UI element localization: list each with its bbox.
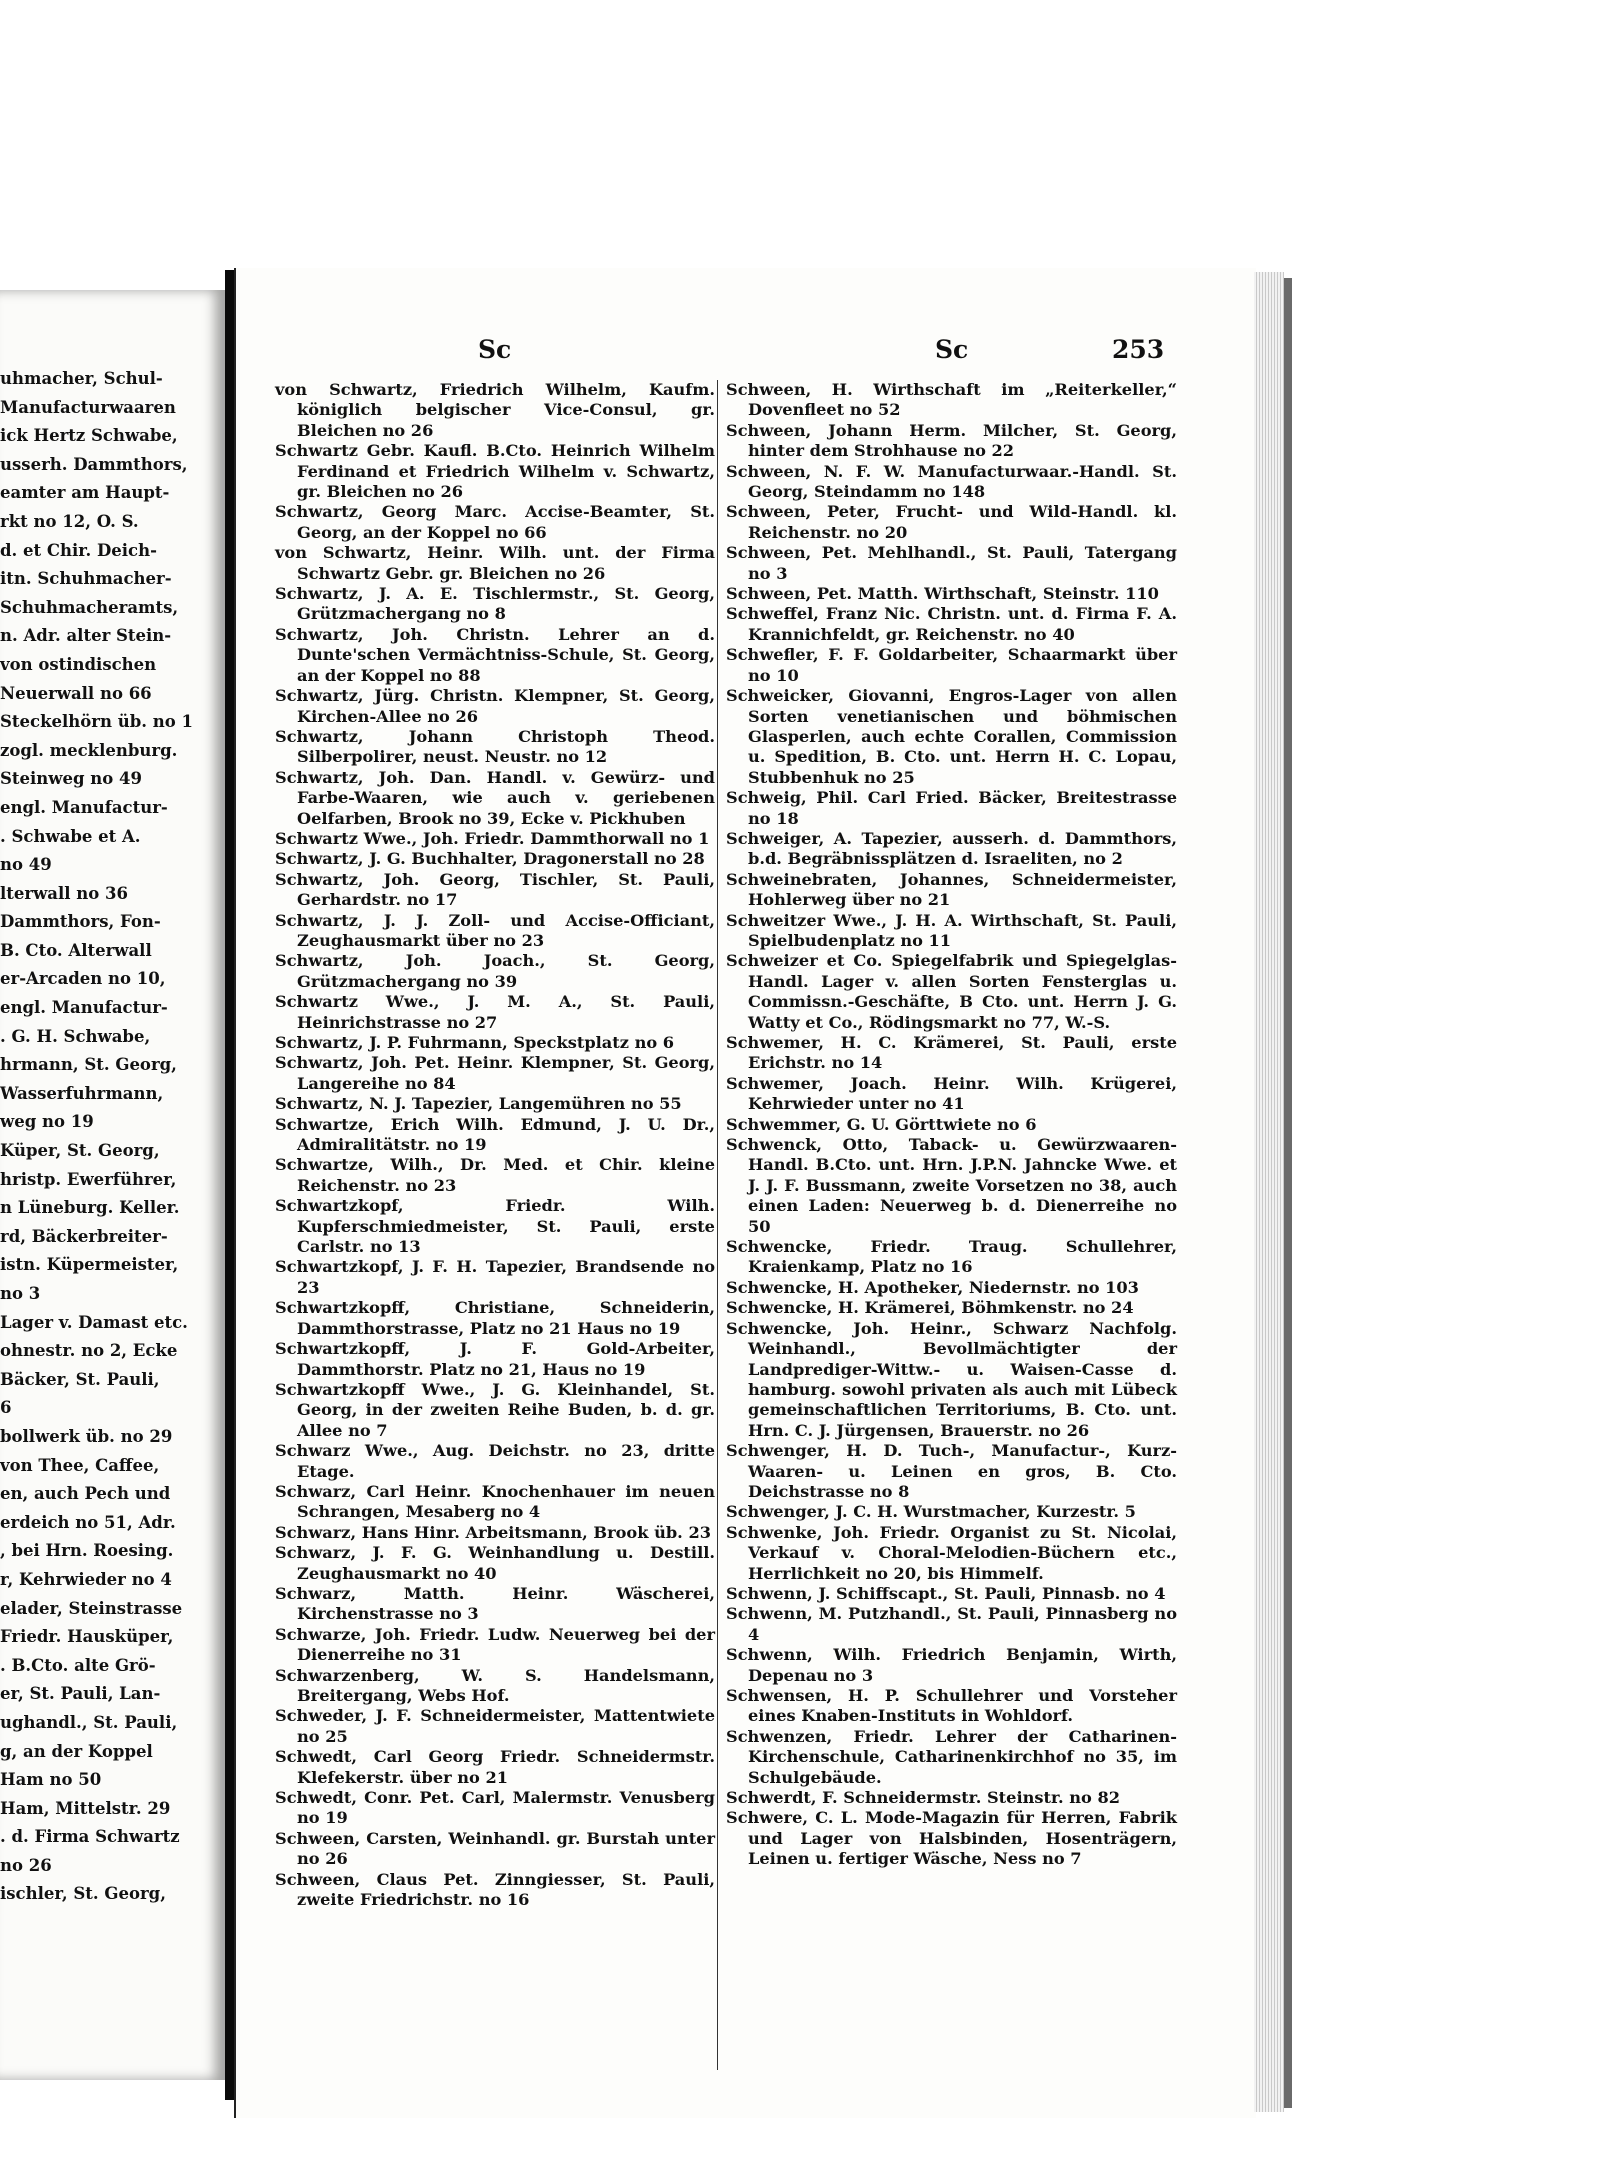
page-edges	[1254, 272, 1284, 2112]
directory-entry: Schwartz, Joh. Pet. Heinr. Klempner, St. Georg, Langereihe no 84	[275, 1053, 715, 1093]
facing-page-line: lterwall no 36	[0, 883, 128, 903]
page-number: 253	[1112, 335, 1165, 364]
directory-entry: Schwartz, Joh. Dan. Handl. v. Gewürz- und Farbe-Waaren, wie auch v. geriebenen Oelfarben, Brook no 39, Ecke v. Pickhuben	[275, 767, 715, 828]
directory-entry: Schween, H. Wirthschaft im „Reiterkeller,“ Dovenfleet no 52	[726, 380, 1177, 420]
facing-page-line: 6	[0, 1398, 12, 1418]
directory-entry: Schwedt, Conr. Pet. Carl, Malermstr. Venusberg no 19	[275, 1788, 715, 1828]
directory-entry: Schweig, Phil. Carl Fried. Bäcker, Breitestrasse no 18	[726, 788, 1177, 828]
facing-page-line: Steckelhörn üb. no 1	[0, 712, 193, 732]
running-head-right: Sc	[935, 335, 969, 364]
directory-entry: Schwenn, M. Putzhandl., St. Pauli, Pinnasberg no 4	[726, 1604, 1177, 1644]
directory-entry: Schweinebraten, Johannes, Schneidermeister, Hohlerweg über no 21	[726, 869, 1177, 910]
facing-page-line: ughandl., St. Pauli,	[0, 1712, 178, 1732]
directory-entry: Schwarz, Carl Heinr. Knochenhauer im neuen Schrangen, Mesaberg no 4	[275, 1481, 715, 1522]
facing-page-line: er-Arcaden no 10,	[0, 969, 166, 989]
directory-entry: Schween, N. F. W. Manufacturwaar.-Handl. St. Georg, Steindamm no 148	[726, 461, 1177, 502]
directory-entry: Schwarz, Hans Hinr. Arbeitsmann, Brook üb. 23	[275, 1522, 711, 1542]
facing-page-line: n. Adr. alter Stein-	[0, 626, 172, 646]
facing-page-line: ohnestr. no 2, Ecke	[0, 1341, 178, 1361]
directory-entry: Schwenke, Joh. Friedr. Organist zu St. Nicolai, Verkauf v. Choral-Melodien-Büchern etc., Herrlichkeit no 20, bis Himmelf.	[726, 1522, 1177, 1583]
facing-page-line: Küper, St. Georg,	[0, 1141, 160, 1161]
directory-entry: Schwarz Wwe., Aug. Deichstr. no 23, dritte Etage.	[275, 1441, 715, 1481]
directory-entry: Schweizer et Co. Spiegelfabrik und Spiegelglas-Handl. Lager v. allen Sorten Fensterglas u. Commissn.-Geschäfte, B Cto. unt. Herrn J. G. Watty et Co., Rödingsmarkt no 77, W.-S.	[726, 951, 1177, 1032]
directory-entry: Schwartz Wwe., Joh. Friedr. Dammthorwall no 1	[275, 828, 710, 848]
directory-entry: Schwartz, Joh. Christn. Lehrer an d. Dunte'schen Vermächtniss-Schule, St. Georg, an der Koppel no 88	[275, 624, 715, 685]
directory-entry: Schwefler, F. F. Goldarbeiter, Schaarmarkt über no 10	[726, 645, 1177, 685]
facing-page-line: rkt no 12, O. S.	[0, 511, 139, 531]
directory-entry: Schwartz Wwe., J. M. A., St. Pauli, Heinrichstrasse no 27	[275, 992, 715, 1032]
directory-entry: Schwenger, J. C. H. Wurstmacher, Kurzestr. 5	[726, 1502, 1136, 1522]
directory-entry: Schwarze, Joh. Friedr. Ludw. Neuerweg bei der Dienerreihe no 31	[275, 1624, 715, 1665]
directory-entry: Schwarz, J. F. G. Weinhandlung u. Destill. Zeughausmarkt no 40	[275, 1543, 715, 1583]
directory-entry: Schwemer, Joach. Heinr. Wilh. Krügerei, Kehrwieder unter no 41	[726, 1073, 1177, 1114]
facing-page-line: Manufacturwaaren	[0, 397, 176, 417]
facing-page-line: usserh. Dammthors,	[0, 454, 188, 474]
directory-entry: Schwartz, J. P. Fuhrmann, Speckstplatz no 6	[275, 1033, 675, 1052]
directory-entry: Schwartzkopf, J. F. H. Tapezier, Brandsende no 23	[275, 1257, 715, 1297]
directory-entry: Schwencke, H. Apotheker, Niedernstr. no 103	[726, 1277, 1139, 1297]
facing-page-line: r, Kehrwieder no 4	[0, 1569, 172, 1589]
directory-entry: Schwartz, Johann Christoph Theod. Silberpolirer, neust. Neustr. no 12	[275, 726, 715, 767]
directory-entry: Schween, Johann Herm. Milcher, St. Georg, hinter dem Strohhause no 22	[726, 420, 1177, 461]
facing-page-text	[0, 365, 193, 1909]
right-column	[726, 380, 1177, 1870]
facing-page-line: hrmann, St. Georg,	[0, 1055, 177, 1075]
directory-entry: Schween, Claus Pet. Zinngiesser, St. Pauli, zweite Friedrichstr. no 16	[275, 1869, 715, 1910]
directory-entry: Schweicker, Giovanni, Engros-Lager von allen Sorten venetianischen und böhmischen Glasperlen, auch echte Corallen, Commission u. Spedition, B. Cto. unt. Herrn H. C. Lopau, Stubbenhuk no 25	[726, 686, 1177, 787]
facing-page-line: no 49	[0, 855, 52, 875]
directory-entry: Schwenck, Otto, Taback- u. Gewürzwaaren-Handl. B.Cto. unt. Hrn. J.P.N. Jahncke Wwe. et J. J. F. Bussmann, zweite Vorsetzen no 38, auch einen Laden: Neuerweg b. d. Dienerreihe no 50	[726, 1135, 1177, 1236]
directory-entry: Schweffel, Franz Nic. Christn. unt. d. Firma F. A. Krannichfeldt, gr. Reichenstr. no 40	[726, 604, 1177, 644]
facing-page-line: engl. Manufactur-	[0, 998, 168, 1018]
facing-page-line: rd, Bäckerbreiter-	[0, 1226, 168, 1246]
directory-entry: Schwartze, Wilh., Dr. Med. et Chir. kleine Reichenstr. no 23	[275, 1155, 715, 1195]
column-rule	[717, 380, 718, 2070]
facing-page-line: zogl. mecklenburg.	[0, 740, 178, 760]
facing-page-line: Schuhmacheramts,	[0, 597, 179, 617]
facing-page-line: . B.Cto. alte Grö-	[0, 1655, 156, 1675]
directory-entry: Schwemmer, G. U. Görttwiete no 6	[726, 1114, 1037, 1134]
facing-page-line: itn. Schuhmacher-	[0, 569, 172, 589]
facing-page-line: B. Cto. Alterwall	[0, 940, 152, 960]
directory-entry: von Schwartz, Heinr. Wilh. unt. der Firma Schwartz Gebr. gr. Bleichen no 26	[275, 543, 715, 583]
directory-entry: Schwensen, H. P. Schullehrer und Vorsteher eines Knaben-Instituts in Wohldorf.	[726, 1686, 1177, 1726]
facing-page-line: istn. Küpermeister,	[0, 1255, 179, 1275]
directory-entry: Schwencke, Friedr. Traug. Schullehrer, Kraienkamp, Platz no 16	[726, 1237, 1177, 1277]
directory-entry: Schwenn, J. Schiffscapt., St. Pauli, Pinnasb. no 4	[726, 1583, 1166, 1603]
directory-entry: Schwartz Gebr. Kaufl. B.Cto. Heinrich Wilhelm Ferdinand et Friedrich Wilhelm v. Schwartz, gr. Bleichen no 26	[275, 441, 715, 502]
directory-entry: Schwemer, H. C. Krämerei, St. Pauli, erste Erichstr. no 14	[726, 1033, 1177, 1073]
facing-page-line: Steinweg no 49	[0, 769, 142, 789]
facing-page-line: er, St. Pauli, Lan-	[0, 1684, 161, 1704]
directory-entry: Schweiger, A. Tapezier, ausserh. d. Dammthors, b.d. Begräbnissplätzen d. Israeliten, no 2	[726, 828, 1177, 869]
directory-entry: Schwartz, N. J. Tapezier, Langemühren no 55	[275, 1094, 682, 1114]
directory-entry: Schween, Pet. Matth. Wirthschaft, Steinstr. 110	[726, 584, 1159, 604]
facing-page-line: von Thee, Caffee,	[0, 1455, 160, 1475]
running-head-left: Sc	[478, 335, 512, 364]
facing-page-line: Dammthors, Fon-	[0, 912, 161, 932]
directory-entry: Schwarz, Matth. Heinr. Wäscherei, Kirchenstrasse no 3	[275, 1583, 715, 1624]
facing-page-line: hristp. Ewerführer,	[0, 1169, 177, 1189]
directory-entry: Schwartzkopf, Friedr. Wilh. Kupferschmiedmeister, St. Pauli, erste Carlstr. no 13	[275, 1196, 715, 1257]
facing-page-line: . G. H. Schwabe,	[0, 1026, 151, 1046]
directory-entry: von Schwartz, Friedrich Wilhelm, Kaufm. königlich belgischer Vice-Consul, gr. Bleichen no 26	[275, 380, 715, 440]
facing-page-line: ick Hertz Schwabe,	[0, 426, 178, 446]
directory-entry: Schween, Peter, Frucht- und Wild-Handl. kl. Reichenstr. no 20	[726, 502, 1177, 542]
facing-page-fragment	[0, 290, 225, 2080]
directory-entry: Schwencke, H. Krämerei, Böhmkenstr. no 24	[726, 1298, 1134, 1318]
facing-page-line: no 26	[0, 1855, 52, 1875]
facing-page-line: engl. Manufactur-	[0, 797, 168, 817]
directory-entry: Schwartz, Joh. Joach., St. Georg, Grützmachergang no 39	[275, 951, 715, 991]
directory-entry: Schwedt, Carl Georg Friedr. Schneidermstr. Klefekerstr. über no 21	[275, 1747, 715, 1787]
facing-page-line: Wasserfuhrmann,	[0, 1083, 164, 1103]
facing-page-line: n Lüneburg. Keller.	[0, 1198, 180, 1218]
facing-page-line: Ham no 50	[0, 1770, 102, 1790]
left-column	[275, 380, 715, 1910]
directory-entry: Schween, Pet. Mehlhandl., St. Pauli, Tatergang no 3	[726, 543, 1177, 583]
directory-entry: Schwartze, Erich Wilh. Edmund, J. U. Dr., Admiralitätstr. no 19	[275, 1114, 715, 1155]
directory-entry: Schweitzer Wwe., J. H. A. Wirthschaft, St. Pauli, Spielbudenplatz no 11	[726, 910, 1177, 950]
directory-entry: Schwartz, Jürg. Christn. Klempner, St. Georg, Kirchen-Allee no 26	[275, 686, 715, 726]
directory-entry: Schwenn, Wilh. Friedrich Benjamin, Wirth, Depenau no 3	[726, 1645, 1177, 1685]
facing-page-line: Bäcker, St. Pauli,	[0, 1369, 160, 1389]
directory-entry: Schwartz, J. J. Zoll- und Accise-Officiant, Zeughausmarkt über no 23	[275, 910, 715, 950]
directory-entry: Schwartzkopff, J. F. Gold-Arbeiter, Dammthorstr. Platz no 21, Haus no 19	[275, 1339, 715, 1379]
book-gutter	[225, 270, 234, 2100]
facing-page-line: Friedr. Hausküper,	[0, 1627, 174, 1647]
directory-entry: Schwartz, Georg Marc. Accise-Beamter, St. Georg, an der Koppel no 66	[275, 502, 715, 542]
facing-page-line: eamter am Haupt-	[0, 483, 170, 503]
facing-page-line: elader, Steinstrasse	[0, 1598, 183, 1618]
directory-entry: Schwencke, Joh. Heinr., Schwarz Nachfolg. Weinhandl., Bevollmächtigter der Landprediger-Wittw.- u. Waisen-Casse d. hamburg. sowohl privaten als auch mit Lübeck gemeinschaftlichen Territoriums, B. Cto. unt. Hrn. C. J. Jürgensen, Brauerstr. no 26	[726, 1318, 1177, 1440]
facing-page-line: ischler, St. Georg,	[0, 1884, 166, 1904]
facing-page-line: Lager v. Damast etc.	[0, 1312, 188, 1332]
directory-entry: Schwartz, J. A. E. Tischlermstr., St. Georg, Grützmachergang no 8	[275, 584, 715, 624]
directory-entry: Schween, Carsten, Weinhandl. gr. Burstah unter no 26	[275, 1828, 715, 1869]
directory-entry: Schwartz, J. G. Buchhalter, Dragonerstall no 28	[275, 849, 705, 869]
facing-page-line: uhmacher, Schul-	[0, 369, 163, 388]
facing-page-line: en, auch Pech und	[0, 1484, 171, 1504]
facing-page-line: no 3	[0, 1284, 41, 1303]
directory-entry: Schwartzkopff, Christiane, Schneiderin, Dammthorstrasse, Platz no 21 Haus no 19	[275, 1298, 715, 1338]
directory-entry: Schwenzen, Friedr. Lehrer der Catharinen-Kirchenschule, Catharinenkirchhof no 35, im Schulgebäude.	[726, 1726, 1177, 1787]
facing-page-line: von ostindischen	[0, 654, 157, 674]
page-edge-shadow	[1284, 278, 1292, 2108]
facing-page-line: bollwerk üb. no 29	[0, 1426, 173, 1446]
facing-page-line: erdeich no 51, Adr.	[0, 1512, 176, 1532]
directory-entry: Schwarzenberg, W. S. Handelsmann, Breitergang, Webs Hof.	[275, 1665, 715, 1705]
facing-page-line: . Schwabe et A.	[0, 826, 141, 846]
facing-page-line: d. et Chir. Deich-	[0, 540, 157, 560]
facing-page-line: weg no 19	[0, 1112, 94, 1132]
directory-entry: Schwartz, Joh. Georg, Tischler, St. Pauli, Gerhardstr. no 17	[275, 869, 715, 910]
directory-entry: Schwartzkopff Wwe., J. G. Kleinhandel, St. Georg, in der zweiten Reihe Buden, b. d. gr. Allee no 7	[275, 1379, 715, 1440]
facing-page-line: Ham, Mittelstr. 29	[0, 1798, 171, 1818]
facing-page-line: . d. Firma Schwartz	[0, 1827, 180, 1847]
facing-page-line: g, an der Koppel	[0, 1741, 153, 1761]
directory-entry: Schweder, J. F. Schneidermeister, Mattentwiete no 25	[275, 1706, 715, 1746]
directory-entry: Schwerdt, F. Schneidermstr. Steinstr. no 82	[726, 1788, 1121, 1808]
facing-page-line: Neuerwall no 66	[0, 683, 152, 703]
directory-entry: Schwere, C. L. Mode-Magazin für Herren, Fabrik und Lager von Halsbinden, Hosenträgern, Leinen u. fertiger Wäsche, Ness no 7	[726, 1808, 1177, 1869]
directory-entry: Schwenger, H. D. Tuch-, Manufactur-, Kurz-Waaren- u. Leinen en gros, B. Cto. Deichstrasse no 8	[726, 1441, 1177, 1501]
facing-page-line: , bei Hrn. Roesing.	[0, 1541, 174, 1561]
